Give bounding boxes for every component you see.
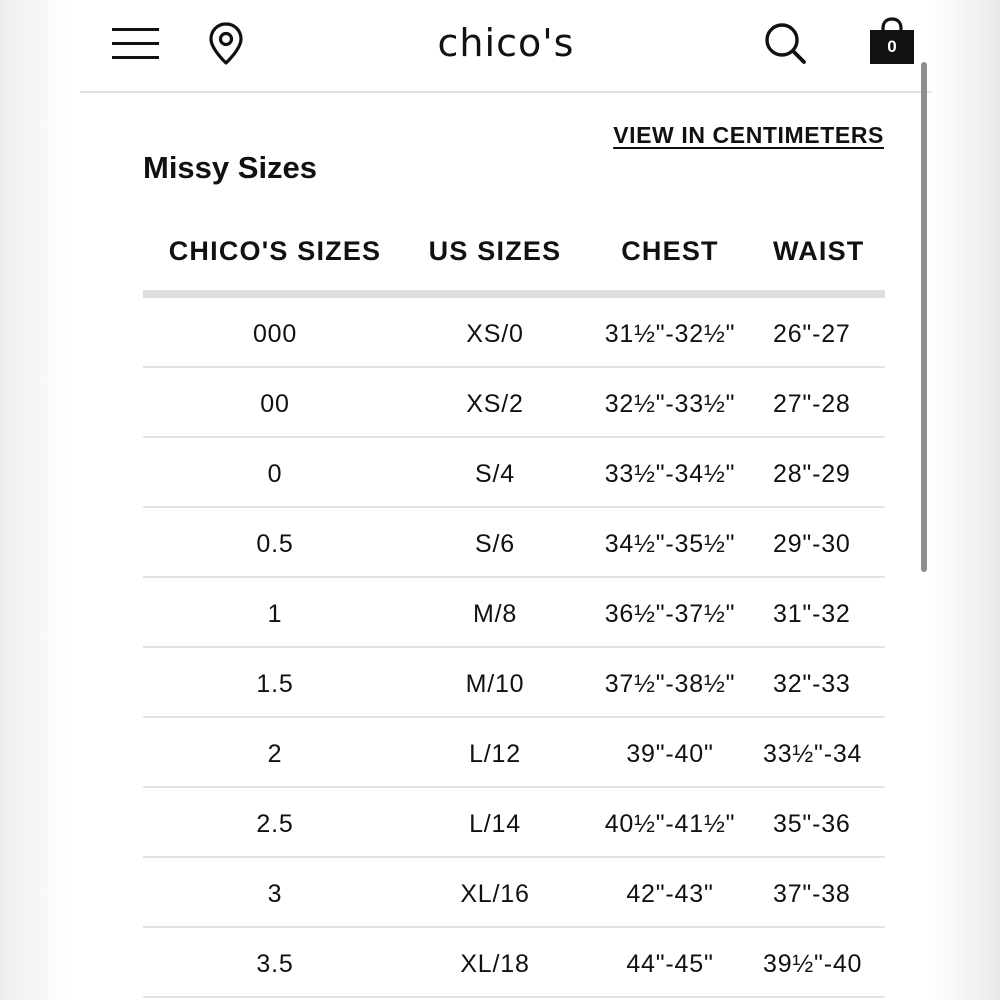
table-row: [143, 368, 885, 438]
table-row: [143, 858, 885, 928]
chicos-size-cell: 00: [260, 390, 290, 418]
table-row: [143, 508, 885, 578]
table-row: [143, 928, 885, 998]
waist-cell: 31"-32: [773, 600, 851, 628]
chicos-size-cell: 000: [252, 320, 298, 348]
us-size-cell: M/10: [465, 670, 525, 698]
site-header: [68, 0, 932, 92]
location-pin-icon[interactable]: [206, 21, 246, 67]
chicos-size-cell: 3: [267, 880, 283, 908]
cart-count-badge: 0: [887, 37, 897, 56]
table-header-divider: [143, 290, 885, 298]
chicos-size-cell: 3.5: [256, 950, 294, 978]
chest-cell: 33½"-34½": [604, 460, 736, 488]
us-size-cell: L/14: [469, 810, 521, 838]
chicos-size-cell: 2: [267, 740, 283, 768]
us-size-cell: XL/16: [460, 880, 530, 908]
waist-cell: 35"-36: [773, 810, 851, 838]
table-row: [143, 788, 885, 858]
us-size-cell: XL/18: [460, 950, 530, 978]
search-icon[interactable]: [762, 20, 808, 66]
table-body: [143, 298, 885, 998]
waist-cell: 29"-30: [773, 530, 851, 558]
us-size-cell: S/4: [475, 460, 515, 488]
waist-cell: 26"-27: [773, 320, 851, 348]
chest-cell: 44"-45": [626, 950, 714, 978]
chest-cell: 40½"-41½": [604, 810, 736, 838]
scrollbar-thumb[interactable]: [921, 62, 927, 572]
chicos-size-cell: 1.5: [256, 670, 294, 698]
chest-cell: 42"-43": [626, 880, 714, 908]
waist-cell: 39½"-40: [763, 950, 863, 978]
us-size-cell: L/12: [469, 740, 521, 768]
table-row: [143, 438, 885, 508]
table-row: [143, 718, 885, 788]
waist-cell: 28"-29: [773, 460, 851, 488]
table-row: [143, 648, 885, 718]
header-divider: [80, 91, 932, 93]
size-table: [143, 222, 885, 1000]
chest-cell: 36½"-37½": [604, 600, 736, 628]
chicos-size-cell: 0.5: [256, 530, 294, 558]
us-size-cell: XS/0: [466, 320, 524, 348]
waist-cell: 37"-38: [773, 880, 851, 908]
waist-cell: 33½"-34: [763, 740, 863, 768]
waist-cell: 27"-28: [773, 390, 851, 418]
chest-cell: 31½"-32½": [604, 320, 736, 348]
chest-cell: 32½"-33½": [604, 390, 736, 418]
chest-cell: 37½"-38½": [604, 670, 736, 698]
us-size-cell: M/8: [472, 600, 518, 628]
column-header-chest: CHEST: [621, 236, 719, 266]
table-row: [143, 578, 885, 648]
table-header: [143, 222, 885, 290]
view-in-centimeters-link[interactable]: VIEW IN CENTIMETERS: [613, 122, 884, 148]
column-header-waist: WAIST: [773, 236, 865, 266]
column-header-chicos-sizes: CHICO'S SIZES: [168, 236, 382, 266]
chicos-size-cell: 1: [267, 600, 283, 628]
column-header-us-sizes: US SIZES: [428, 236, 562, 266]
chicos-size-cell: 0: [267, 460, 283, 488]
size-chart-page: [68, 0, 932, 1000]
us-size-cell: XS/2: [466, 390, 524, 418]
table-row: [143, 298, 885, 368]
waist-cell: 32"-33: [773, 670, 851, 698]
site-logo[interactable]: chico's: [437, 21, 575, 65]
chicos-size-cell: 2.5: [256, 810, 294, 838]
menu-icon[interactable]: [112, 28, 160, 60]
chest-cell: 39"-40": [626, 740, 714, 768]
chest-cell: 34½"-35½": [604, 530, 736, 558]
section-title: Missy Sizes: [143, 150, 318, 185]
us-size-cell: S/6: [475, 530, 515, 558]
